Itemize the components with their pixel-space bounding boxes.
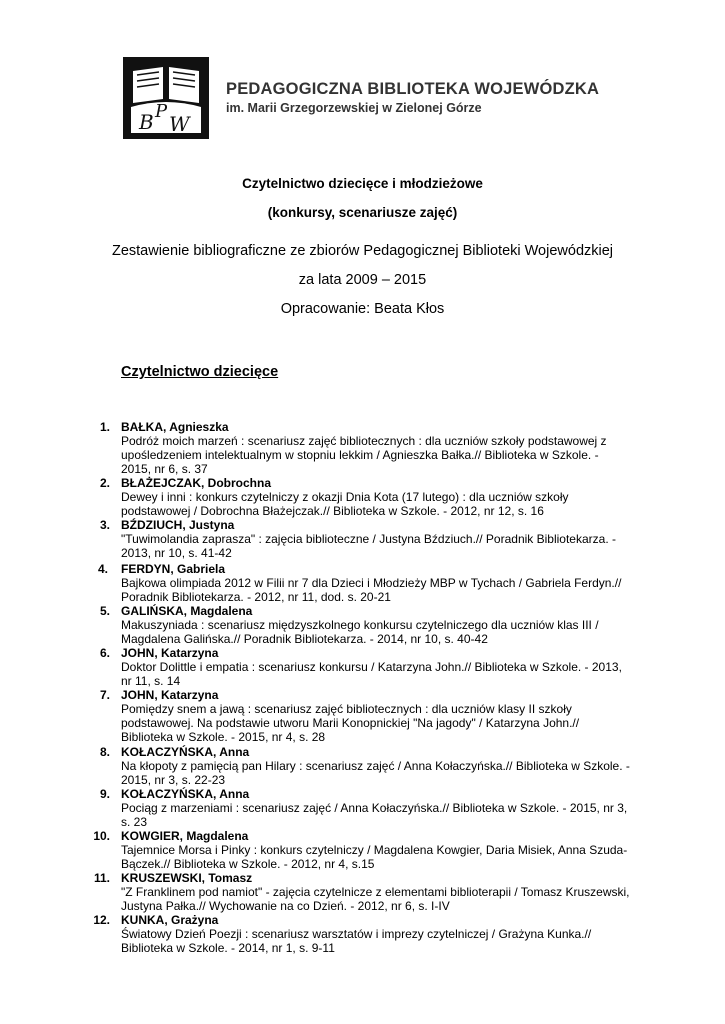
entry-author: GALIŃSKA, Magdalena bbox=[121, 604, 253, 618]
compiled-by: Opracowanie: Beata Kłos bbox=[280, 301, 445, 317]
entry-description-line: upośledzeniem intelektualnym w stopniu lekkim / Agnieszka Bałka.// Biblioteka w Szkole. - bbox=[121, 448, 599, 463]
entry-number: 11. bbox=[93, 871, 110, 885]
entry-description-line: 2015, nr 6, s. 37 bbox=[121, 462, 208, 477]
entry-author: JOHN, Katarzyna bbox=[121, 688, 219, 702]
entry-description-line: Pomiędzy snem a jawą : scenariusz zajęć bibliotecznych : dla uczniów klasy II szkoły bbox=[121, 702, 572, 716]
entry-description-line: Makuszyniada : scenariusz międzyszkolnego konkursu czytelniczego dla uczniów klas III / bbox=[121, 618, 599, 632]
entry-description-line: Na kłopoty z pamięcią pan Hilary : scenariusz zajęć / Anna Kołaczyńska.// Biblioteka w Szkole. - bbox=[121, 759, 630, 773]
entry-number: 12. bbox=[93, 913, 110, 927]
entry-description-line: Tajemnice Morsa i Pinky : konkurs czytelniczy / Magdalena Kowgier, Daria Misiek, Anna Szuda- bbox=[121, 843, 628, 857]
entry-description-line: Podróż moich marzeń : scenariusz zajęć bibliotecznych : dla uczniów szkoły podstawowej z bbox=[121, 434, 607, 448]
entry-description-line: 2013, nr 10, s. 41-42 bbox=[121, 546, 232, 561]
entry-author: JOHN, Katarzyna bbox=[121, 646, 219, 660]
document-subtitle: (konkursy, scenariusze zajęć) bbox=[267, 205, 458, 220]
date-range: za lata 2009 – 2015 bbox=[298, 272, 427, 288]
library-logo bbox=[123, 57, 209, 139]
entry-description-line: Dewey i inni : konkurs czytelniczy z okazji Dnia Kota (17 lutego) : dla uczniów szkoły bbox=[121, 490, 569, 504]
entry-description-line: Biblioteka w Szkole. - 2015, nr 4, s. 28 bbox=[121, 730, 326, 745]
entry-description-line: Światowy Dzień Poezji : scenariusz warsztatów i imprezy czytelniczej / Grażyna Kunka.// bbox=[121, 927, 592, 941]
entry-author: BŹDZIUCH, Justyna bbox=[121, 518, 235, 532]
entry-description-line: podstawowej / Dobrochna Błażejczak.// Biblioteka w Szkole. - 2012, nr 12, s. 16 bbox=[121, 504, 544, 519]
svg-text:B: B bbox=[139, 110, 154, 134]
entry-number: 2. bbox=[99, 476, 110, 490]
svg-text:P: P bbox=[155, 101, 168, 122]
entry-description-line: Bączek.// Biblioteka w Szkole. - 2012, nr 4, s.15 bbox=[121, 857, 375, 872]
entry-description-line: nr 11, s. 14 bbox=[121, 674, 181, 689]
bibliography-description: Zestawienie bibliograficzne ze zbiorów Pedagogicznej Biblioteki Wojewódzkiej bbox=[111, 243, 614, 259]
entry-description-line: "Z Franklinem pod namiot" - zajęcia czytelnicze z elementami biblioterapii / Tomasz Kruszewski, bbox=[121, 885, 630, 899]
entry-author: FERDYN, Gabriela bbox=[121, 562, 226, 576]
entry-description-line: 2015, nr 3, s. 22-23 bbox=[121, 773, 226, 788]
entry-description-line: Justyna Pałka.// Wychowanie na co Dzień. - 2012, nr 6, s. I-IV bbox=[121, 899, 450, 914]
entry-number: 5. bbox=[99, 604, 110, 618]
entry-author: BAŁKA, Agnieszka bbox=[121, 420, 229, 434]
entry-description-line: Magdalena Galińska.// Poradnik Bibliotekarza. - 2014, nr 10, s. 40-42 bbox=[121, 632, 488, 647]
entry-number: 8. bbox=[99, 745, 110, 759]
entry-number: 10. bbox=[93, 829, 110, 843]
section-heading: Czytelnictwo dziecięce bbox=[121, 364, 279, 380]
entry-author: KOWGIER, Magdalena bbox=[121, 829, 249, 843]
entry-description-line: Doktor Dolittle i empatia : scenariusz konkursu / Katarzyna John.// Biblioteka w Szkole. - 2013, bbox=[121, 660, 622, 674]
entry-description-line: Pociąg z marzeniami : scenariusz zajęć / Anna Kołaczyńska.// Biblioteka w Szkole. - 2015, nr 3, bbox=[121, 801, 628, 815]
entry-number: 7. bbox=[99, 688, 110, 702]
entry-description-line: Biblioteka w Szkole. - 2014, nr 1, s. 9-11 bbox=[121, 941, 335, 956]
entry-number: 1. bbox=[99, 420, 110, 434]
entry-description-line: podstawowej. Na podstawie utworu Marii Konopnickiej "Na jagody" / Katarzyna John.// bbox=[121, 716, 580, 731]
entry-author: KUNKA, Grażyna bbox=[121, 913, 219, 927]
entry-author: KRUSZEWSKI, Tomasz bbox=[121, 871, 253, 885]
entry-number: 4. bbox=[97, 562, 108, 576]
document-title: Czytelnictwo dziecięce i młodzieżowe bbox=[242, 176, 483, 191]
entry-author: BŁAŻEJCZAK, Dobrochna bbox=[121, 476, 271, 490]
library-subname: im. Marii Grzegorzewskiej w Zielonej Górze bbox=[226, 101, 482, 115]
entry-author: KOŁACZYŃSKA, Anna bbox=[121, 787, 250, 801]
entry-description-line: s. 23 bbox=[121, 815, 148, 830]
entry-number: 3. bbox=[99, 518, 110, 532]
library-name: PEDAGOGICZNA BIBLIOTEKA WOJEWÓDZKA bbox=[226, 80, 600, 98]
book-logo-icon bbox=[123, 57, 209, 139]
entry-number: 6. bbox=[99, 646, 110, 660]
svg-text:W: W bbox=[169, 112, 190, 136]
entry-number: 9. bbox=[99, 787, 110, 801]
entry-description-line: Bajkowa olimpiada 2012 w Filii nr 7 dla Dzieci i Młodzieży MBP w Tychach / Gabriela Ferdyn.// bbox=[121, 576, 622, 590]
entry-description-line: "Tuwimolandia zaprasza" : zajęcia biblioteczne / Justyna Bździuch.// Poradnik Bibliotekarza. - bbox=[121, 532, 616, 546]
entry-author: KOŁACZYŃSKA, Anna bbox=[121, 745, 250, 759]
entry-description-line: Poradnik Bibliotekarza. - 2012, nr 11, dod. s. 20-21 bbox=[121, 590, 391, 605]
